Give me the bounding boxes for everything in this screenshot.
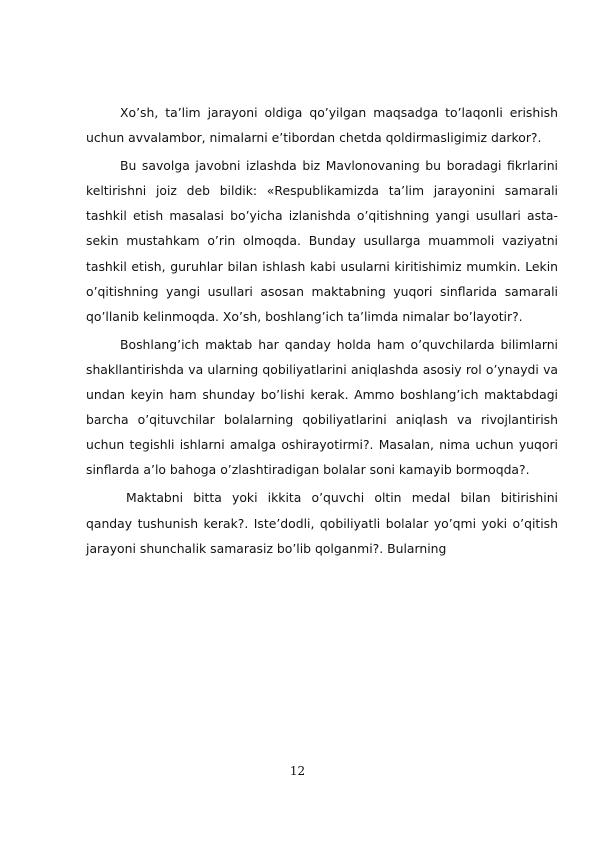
paragraph-3: Boshlang’ich maktab har qanday holda ham o’quvchilarda bilimlarni shakllantirishda va ularning qobiliyatlarini aniqlashda asosiy rol o’ynaydi va undan keyin ham shunday bo’lishi kerak. Ammo boshlang’ich maktabdagi barcha o’qituvchilar bolalarning qobiliyatlarini aniqlash va rivojlantirish uchun tegishli ishlarni amalga oshirayotirmi?. Masalan, nima uchun yuqori sinflarda a’lo bahoga o’zlashtiradigan bolalar soni kamayib bormoqda?. [86, 336, 558, 478]
paragraph-2: Bu savolga javobni izlashda biz Mavlonovaning bu boradagi fikrlarini keltirishni joiz deb bildik: «Respublikamizda ta’lim jarayonini samarali tashkil etish masalasi bo’yicha izlanishda o’qitishning yangi usullari asta-sekin mustahkam o’rin olmoqda. Bunday usullarga muammoli vaziyatni tashkil etish, guruhlar bilan ishlash kabi usularni kiritishimiz mumkin. Lekin o’qitishning yangi usullari asosan maktabning yuqori sinflarida samarali qo’llanib kelinmoqda. Xo’sh, boshlang’ich ta’limda nimalar bo’layotir?. [86, 158, 558, 324]
paragraph-1: Xo’sh, ta’lim jarayoni oldiga qo’yilgan maqsadga to’laqonli erishish uchun avvalambor, nimalarni e’tibordan chetda qoldirmasligimiz darkor?. [86, 105, 558, 146]
document-body [86, 100, 558, 564]
paragraph-4: Maktabni bitta yoki ikkita o’quvchi oltin medal bilan bitirishini qanday tushunish kerak?. Iste’dodli, qobiliyatli bolalar yo’qmi yoki o’qitish jarayoni shunchalik samarasiz bo’lib qolganmi?. Bularning [86, 490, 558, 556]
page-number: 12 [289, 764, 306, 778]
